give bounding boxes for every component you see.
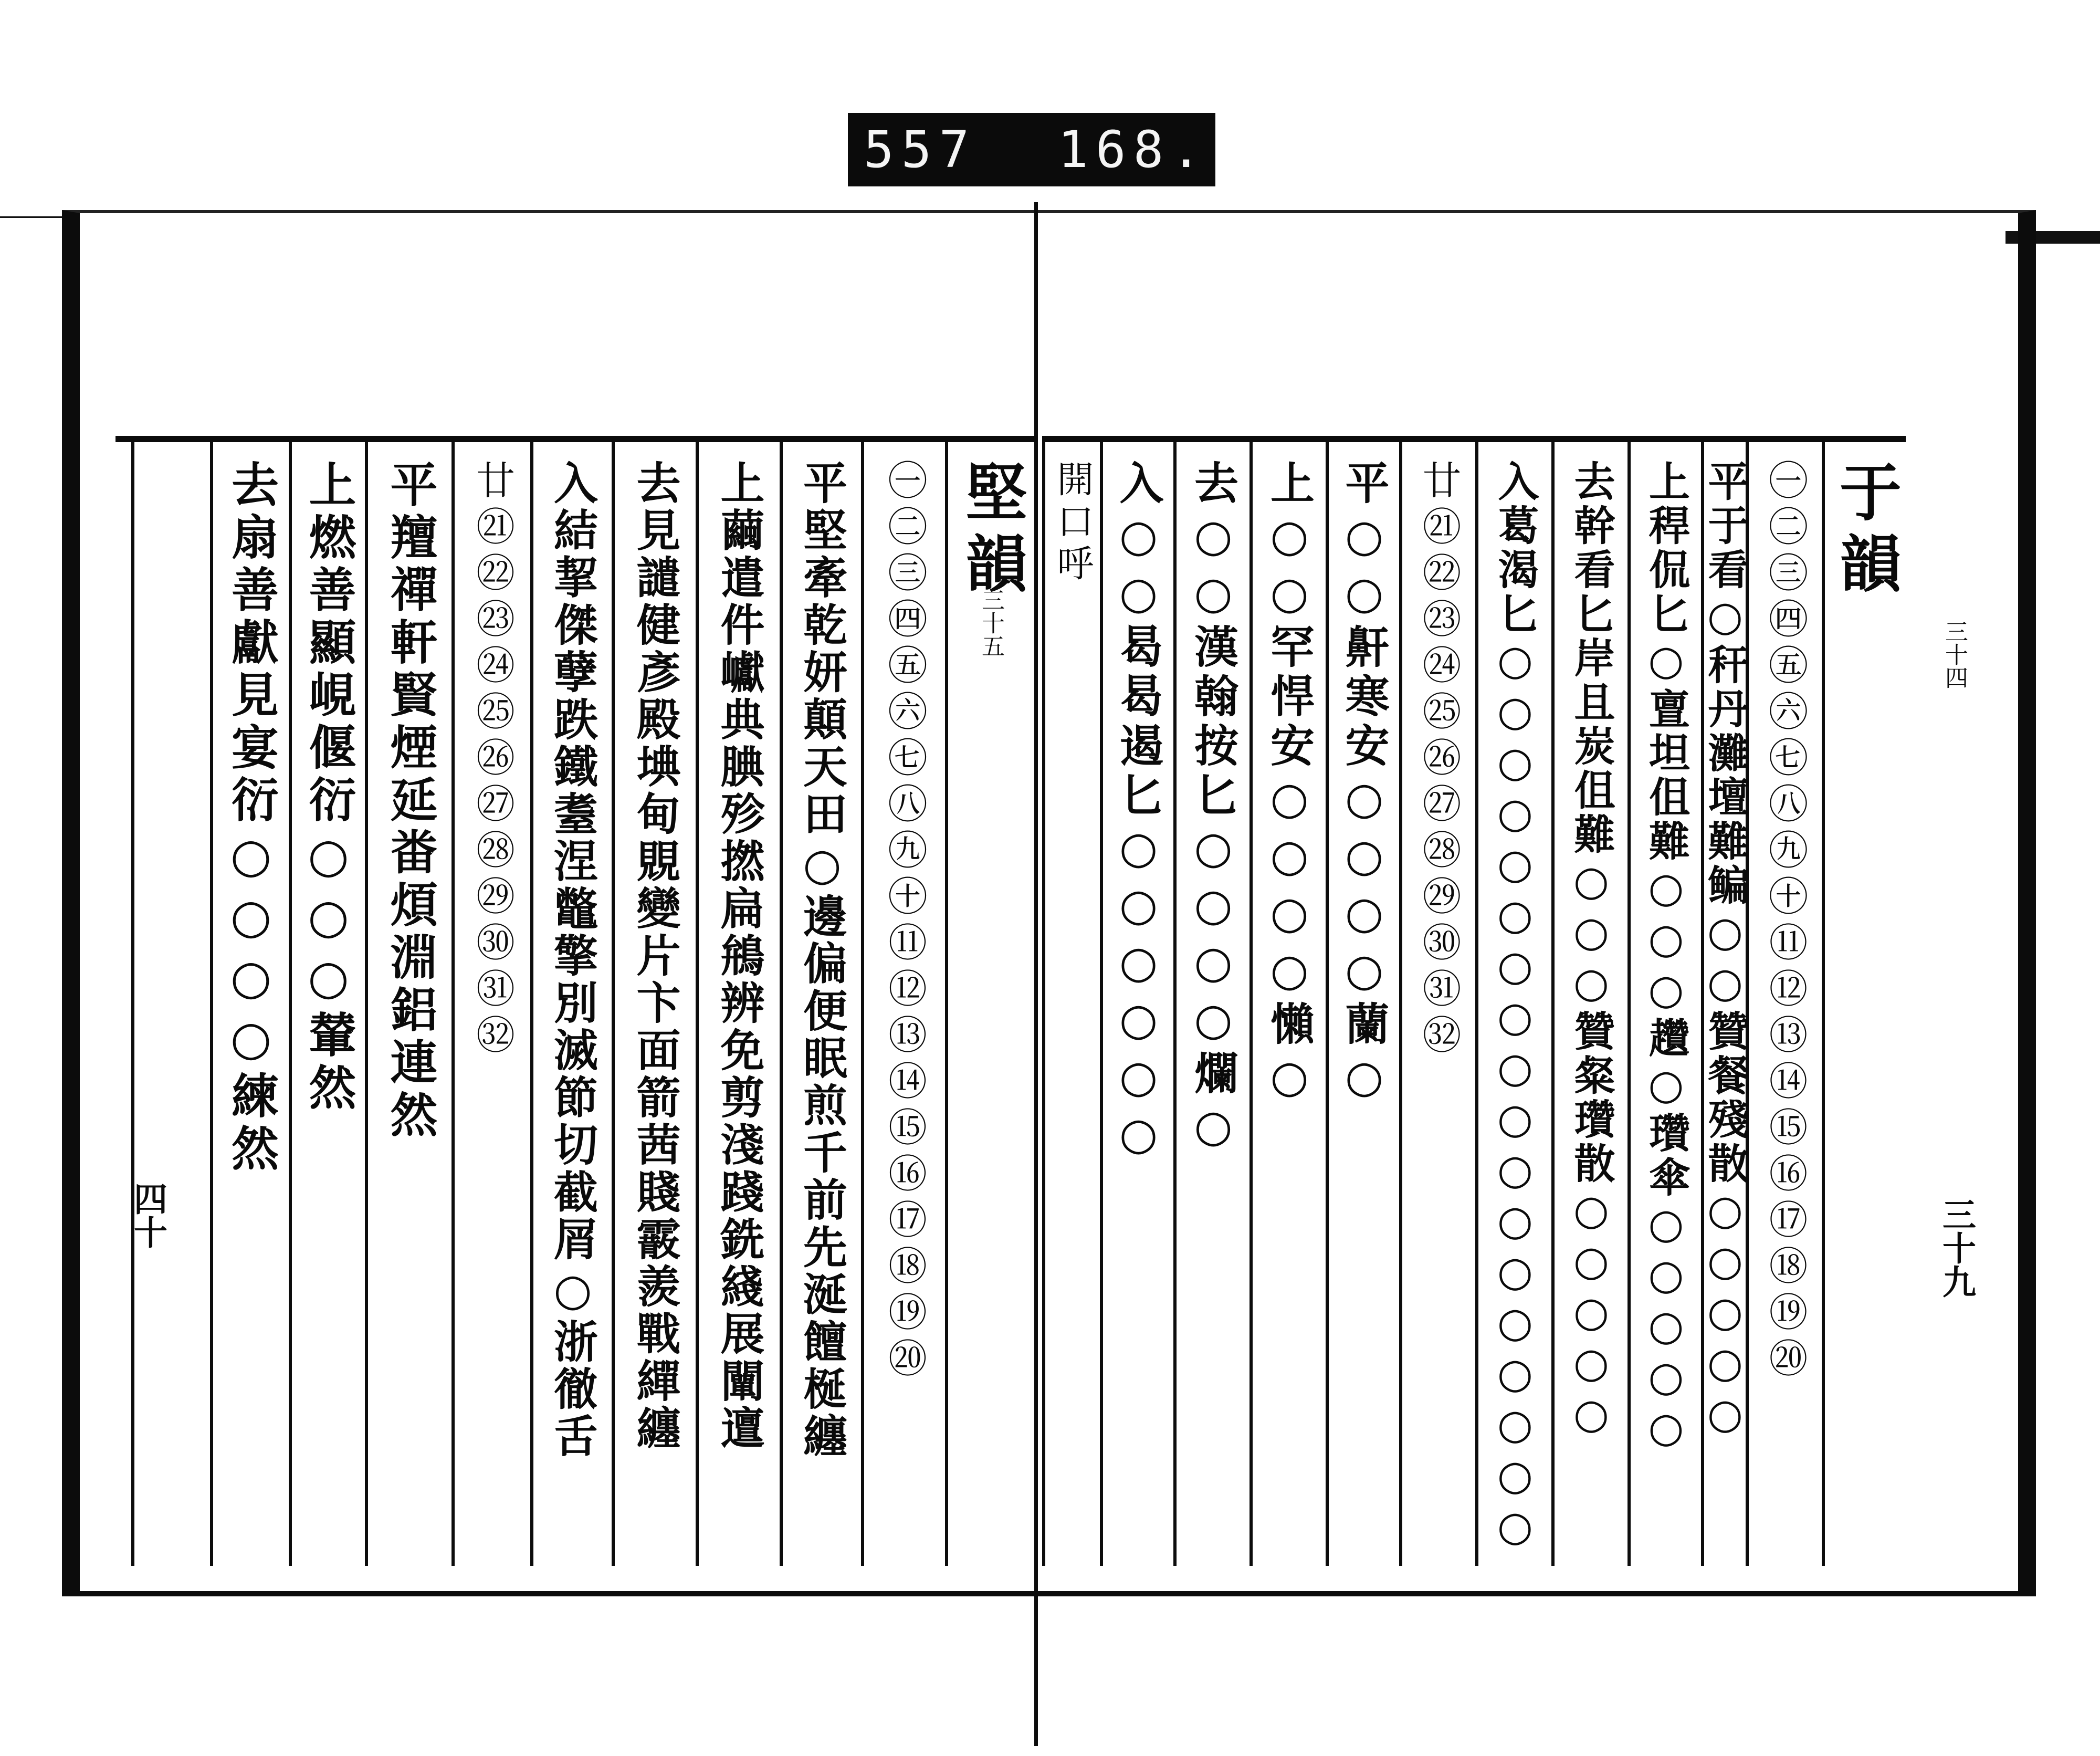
tone-row-shang-2: 上○○罕悍安○○○○懶○ (1263, 460, 1316, 1107)
number-sequence: ㊀㊁㊂㊃㊄㊅㊆㊇㊈㊉⑪⑫⑬⑭⑮⑯⑰⑱⑲⑳ (882, 460, 927, 1384)
tone-column-ping (1701, 442, 1749, 1566)
tone-column-qu (612, 442, 696, 1566)
tone-column-shang-2 (1250, 442, 1326, 1566)
number-column (1746, 442, 1822, 1566)
tone-column-ping-2 (365, 442, 452, 1566)
rhyme-heading-column (1822, 442, 1906, 1566)
number-sequence-2: 廿㉑㉒㉓㉔㉕㉖㉗㉘㉙㉚㉛㉜ (1416, 460, 1462, 1061)
number-sequence: ㊀㊁㊂㊃㊄㊅㊆㊇㊈㊉⑪⑫⑬⑭⑮⑯⑰⑱⑲⑳ (1762, 460, 1808, 1384)
tone-column-shang-2 (289, 442, 365, 1566)
tone-column-ru (530, 442, 612, 1566)
left-page-number: 四十 (128, 1182, 167, 1249)
tone-row-ping: 平堅牽乾妍顛天田○邊偏便眠煎千前先涎饘梴纏 (796, 460, 848, 1460)
tone-column-qu (1551, 442, 1628, 1566)
tone-row-qu-2: 去○○漢翰按匕○○○○爛○ (1187, 460, 1240, 1157)
tone-column-ru (1475, 442, 1551, 1566)
number-column-2 (1399, 442, 1475, 1566)
tone-row-ru: 入葛渴匕○○○○○○○○○○○○○○○○○○ (1491, 460, 1539, 1553)
tone-row-shang: 上稈侃匕○亶坦伹難○○○趲○瓚傘○○○○○ (1642, 460, 1690, 1455)
tone-column-qu-2 (210, 442, 289, 1566)
archive-number-plate (848, 113, 1215, 186)
tone-row-qu: 去見譴健彥殿㙉甸覞變片卞面箭茜賤霰羨戰繟纏 (629, 460, 681, 1452)
rhyme-heading: 堅韻 (955, 460, 1028, 603)
number-sequence-2: 廿㉑㉒㉓㉔㉕㉖㉗㉘㉙㉚㉛㉜ (470, 460, 515, 1061)
left-heading-note: 三十五 (978, 588, 1004, 657)
tone-row-shang: 上繭遣件巘典腆殄撚扁鴘辨免剪淺踐銑綫展闡邅 (713, 460, 765, 1452)
tone-row-ru-2: 入○○曷曷遏匕○○○○○○ (1112, 460, 1164, 1165)
left-margin-column (131, 442, 210, 1566)
tone-row-qu-2: 去扇善獻見宴衍○○○○練然 (223, 460, 279, 1176)
note-column (1042, 442, 1100, 1566)
book-gutter (1034, 202, 1038, 1746)
tone-column-qu-2 (1173, 442, 1250, 1566)
number-column (861, 442, 945, 1566)
tone-row-ping-2: 平羶禪軒賢煙延畨煩淵鋁連然 (382, 460, 438, 1143)
tone-column-ping (780, 442, 861, 1566)
tone-column-shang (1628, 442, 1701, 1566)
tone-row-ru: 入結挈傑孽跌鐵耋涅鼈擎別滅節切截屑○浙徹舌 (547, 460, 599, 1460)
tone-row-ping-2: 平○○鼾寒安○○○○蘭○ (1338, 460, 1390, 1107)
margin-rule-left (0, 216, 62, 218)
tone-row-ping: 平于看○秆丹灘壇難鳊○○贊餐殘散○○○○○ (1701, 460, 1749, 1441)
right-heading-note: 三十四 (1941, 620, 1968, 689)
tone-row-qu: 去幹看匕岸且炭伹難○○○贊粲瓚散○○○○○ (1567, 460, 1615, 1441)
kaikou-note: 開口呼 (1051, 460, 1094, 586)
number-column-2 (452, 442, 530, 1566)
reel-number: 557 (864, 120, 977, 179)
tone-column-shang (696, 442, 780, 1566)
tone-column-ping-2 (1326, 442, 1399, 1566)
right-page-number: 三十九 (1937, 1197, 1976, 1298)
left-page (116, 436, 1034, 1570)
tone-row-shang-2: 上燃善顯峴偃衍○○○輦然 (300, 460, 356, 1115)
right-page (1042, 436, 1906, 1570)
tone-column-ru-2 (1100, 442, 1173, 1566)
rhyme-heading: 于韻 (1829, 460, 1902, 603)
frame-number: 168. (1058, 120, 1209, 179)
